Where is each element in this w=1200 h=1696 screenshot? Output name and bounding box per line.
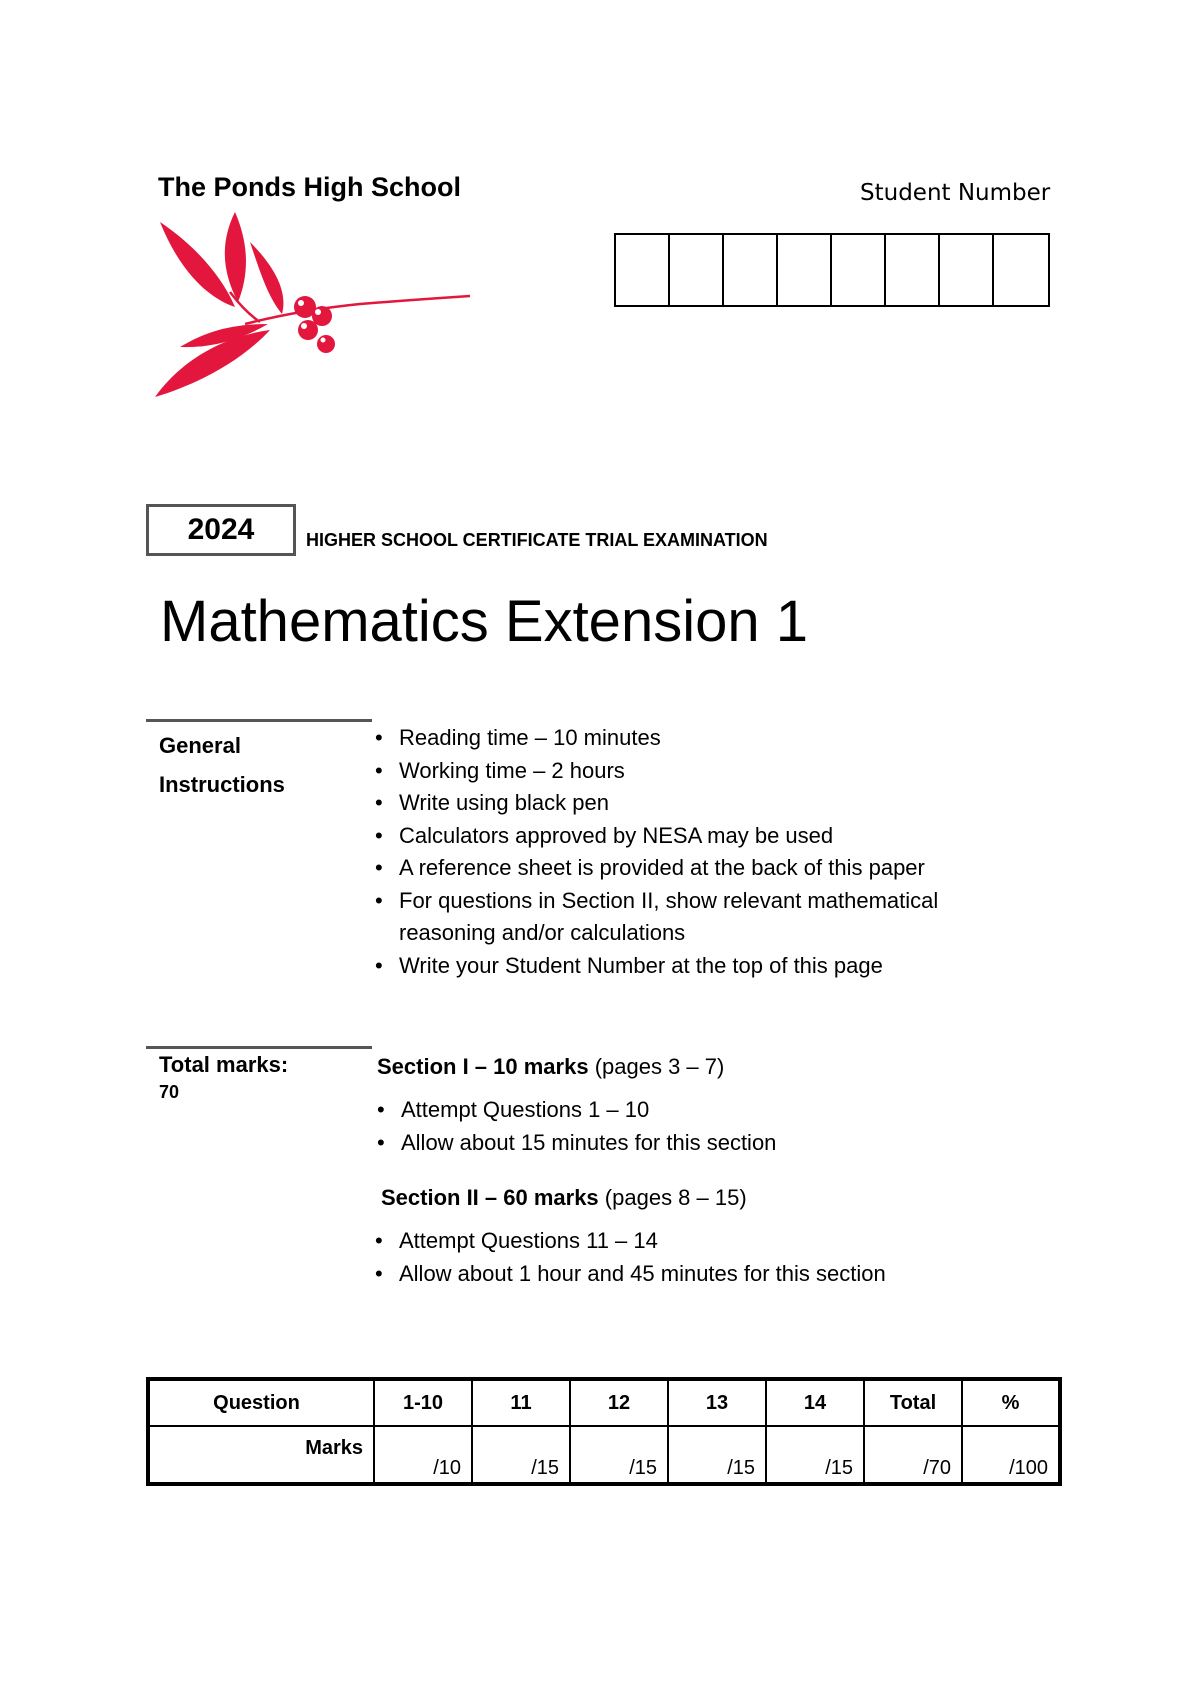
student-number-boxes[interactable] xyxy=(614,233,1050,307)
school-name: The Ponds High School xyxy=(158,172,461,202)
list-item: • Write your Student Number at the top of this page xyxy=(375,950,1015,983)
general-instructions-label-line: General xyxy=(159,733,241,758)
list-item: • Working time – 2 hours xyxy=(375,755,1015,788)
exam-title: HIGHER SCHOOL CERTIFICATE TRIAL EXAMINATION xyxy=(306,530,768,550)
table-row xyxy=(148,1426,1060,1484)
marks-row-label: Marks xyxy=(148,1426,374,1484)
marks-cell: /15 xyxy=(766,1426,864,1484)
list-item: • A reference sheet is provided at the back of this paper xyxy=(375,852,1015,885)
list-item: • Write using black pen xyxy=(375,787,1015,820)
marks-cell: /100 xyxy=(962,1426,1060,1484)
student-number-digit-box[interactable] xyxy=(886,235,940,305)
section-2-heading xyxy=(381,1185,747,1211)
marks-cell: /70 xyxy=(864,1426,962,1484)
list-item: • Attempt Questions 11 – 14 xyxy=(375,1225,886,1258)
list-item: • For questions in Section II, show relevant mathematical reasoning and/or calculations xyxy=(375,885,1015,950)
section-heading-title: Section II – 60 marks xyxy=(381,1185,599,1210)
list-item: • Calculators approved by NESA may be used xyxy=(375,820,1015,853)
section-pages: (pages 3 – 7) xyxy=(594,1054,725,1079)
list-item: • Attempt Questions 1 – 10 xyxy=(377,1094,776,1127)
question-row-label: Question xyxy=(148,1379,374,1426)
section-heading-title: Section I – 10 marks xyxy=(377,1054,589,1079)
instructions-list xyxy=(375,722,1015,982)
student-number-digit-box[interactable] xyxy=(778,235,832,305)
question-cell: 11 xyxy=(472,1379,570,1426)
divider xyxy=(146,719,372,722)
list-item: • Allow about 15 minutes for this section xyxy=(377,1127,776,1160)
student-number-digit-box[interactable] xyxy=(724,235,778,305)
marks-table xyxy=(146,1377,1062,1486)
section-pages: (pages 8 – 15) xyxy=(604,1185,747,1210)
list-item: • Allow about 1 hour and 45 minutes for this section xyxy=(375,1258,886,1291)
student-number-digit-box[interactable] xyxy=(616,235,670,305)
eucalyptus-branch-icon xyxy=(150,212,480,402)
marks-cell: /10 xyxy=(374,1426,472,1484)
marks-cell: /15 xyxy=(570,1426,668,1484)
question-cell: % xyxy=(962,1379,1060,1426)
student-number-label: Student Number xyxy=(860,180,1051,206)
list-item: • Reading time – 10 minutes xyxy=(375,722,1015,755)
question-cell: 12 xyxy=(570,1379,668,1426)
question-cell: 14 xyxy=(766,1379,864,1426)
total-marks-value: 70 xyxy=(159,1082,180,1102)
marks-cell: /15 xyxy=(668,1426,766,1484)
question-cell: Total xyxy=(864,1379,962,1426)
student-number-digit-box[interactable] xyxy=(994,235,1048,305)
table-row xyxy=(148,1379,1060,1426)
divider xyxy=(146,1046,372,1049)
marks-cell: /15 xyxy=(472,1426,570,1484)
section-2-list xyxy=(375,1225,886,1290)
question-cell: 1-10 xyxy=(374,1379,472,1426)
total-marks-label: Total marks: xyxy=(159,1052,289,1077)
section-1-list xyxy=(377,1094,776,1159)
student-number-digit-box[interactable] xyxy=(832,235,886,305)
exam-year: 2024 xyxy=(146,504,296,556)
general-instructions-label xyxy=(159,726,285,804)
section-1-heading xyxy=(377,1054,724,1080)
student-number-digit-box[interactable] xyxy=(670,235,724,305)
student-number-digit-box[interactable] xyxy=(940,235,994,305)
general-instructions-label-line: Instructions xyxy=(159,772,285,797)
question-cell: 13 xyxy=(668,1379,766,1426)
subject-title: Mathematics Extension 1 xyxy=(160,589,808,654)
